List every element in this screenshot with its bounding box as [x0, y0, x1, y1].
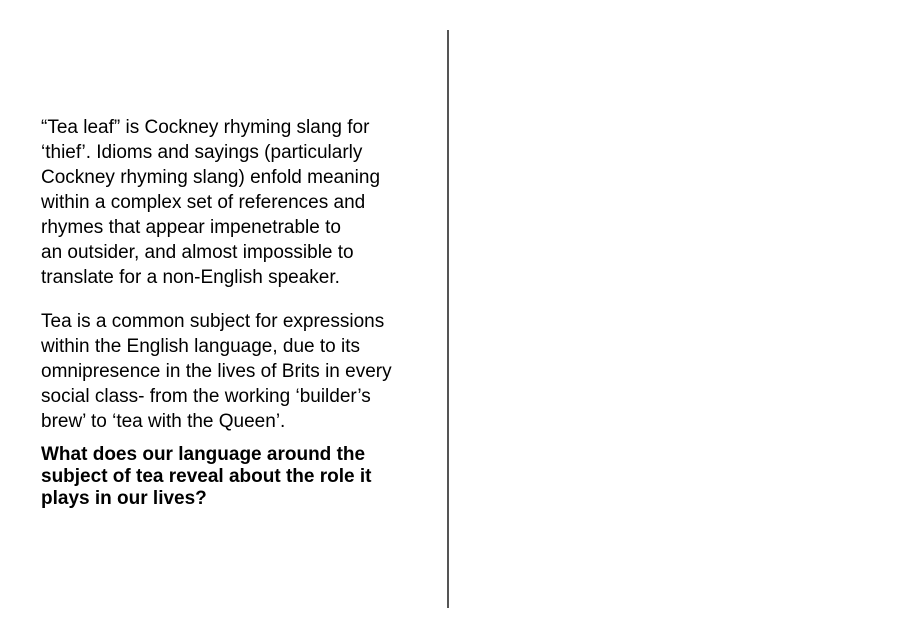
paragraph-line: within a complex set of references and	[41, 192, 366, 213]
intro-paragraph	[41, 115, 436, 290]
paragraph-line: “Tea leaf” is Cockney rhyming slang for	[41, 117, 370, 138]
context-paragraph	[41, 309, 436, 434]
paragraph-line: brew’ to ‘tea with the Queen’.	[41, 411, 286, 432]
paragraph-line: translate for a non-English speaker.	[41, 267, 340, 288]
paragraph-line: omnipresence in the lives of Brits in every	[41, 361, 392, 382]
paragraph-spacer	[41, 434, 436, 444]
paragraph-line: within the English language, due to its	[41, 336, 360, 357]
paragraph-line: Cockney rhyming slang) enfold meaning	[41, 167, 381, 188]
paragraph-line: social class- from the working ‘builder’s	[41, 386, 371, 407]
question-line: plays in our lives?	[41, 488, 207, 509]
paragraph-line: rhymes that appear impenetrable to	[41, 217, 341, 238]
paragraph-spacer	[41, 290, 436, 309]
paragraph-line: Tea is a common subject for expressions	[41, 311, 385, 332]
question-paragraph	[41, 444, 436, 510]
text-column	[41, 115, 436, 510]
question-line: subject of tea reveal about the role it	[41, 466, 372, 487]
paragraph-line: ‘thief’. Idioms and sayings (particularly	[41, 142, 363, 163]
vertical-divider	[447, 30, 449, 608]
question-line: What does our language around the	[41, 444, 366, 465]
paragraph-line: an outsider, and almost impossible to	[41, 242, 354, 263]
